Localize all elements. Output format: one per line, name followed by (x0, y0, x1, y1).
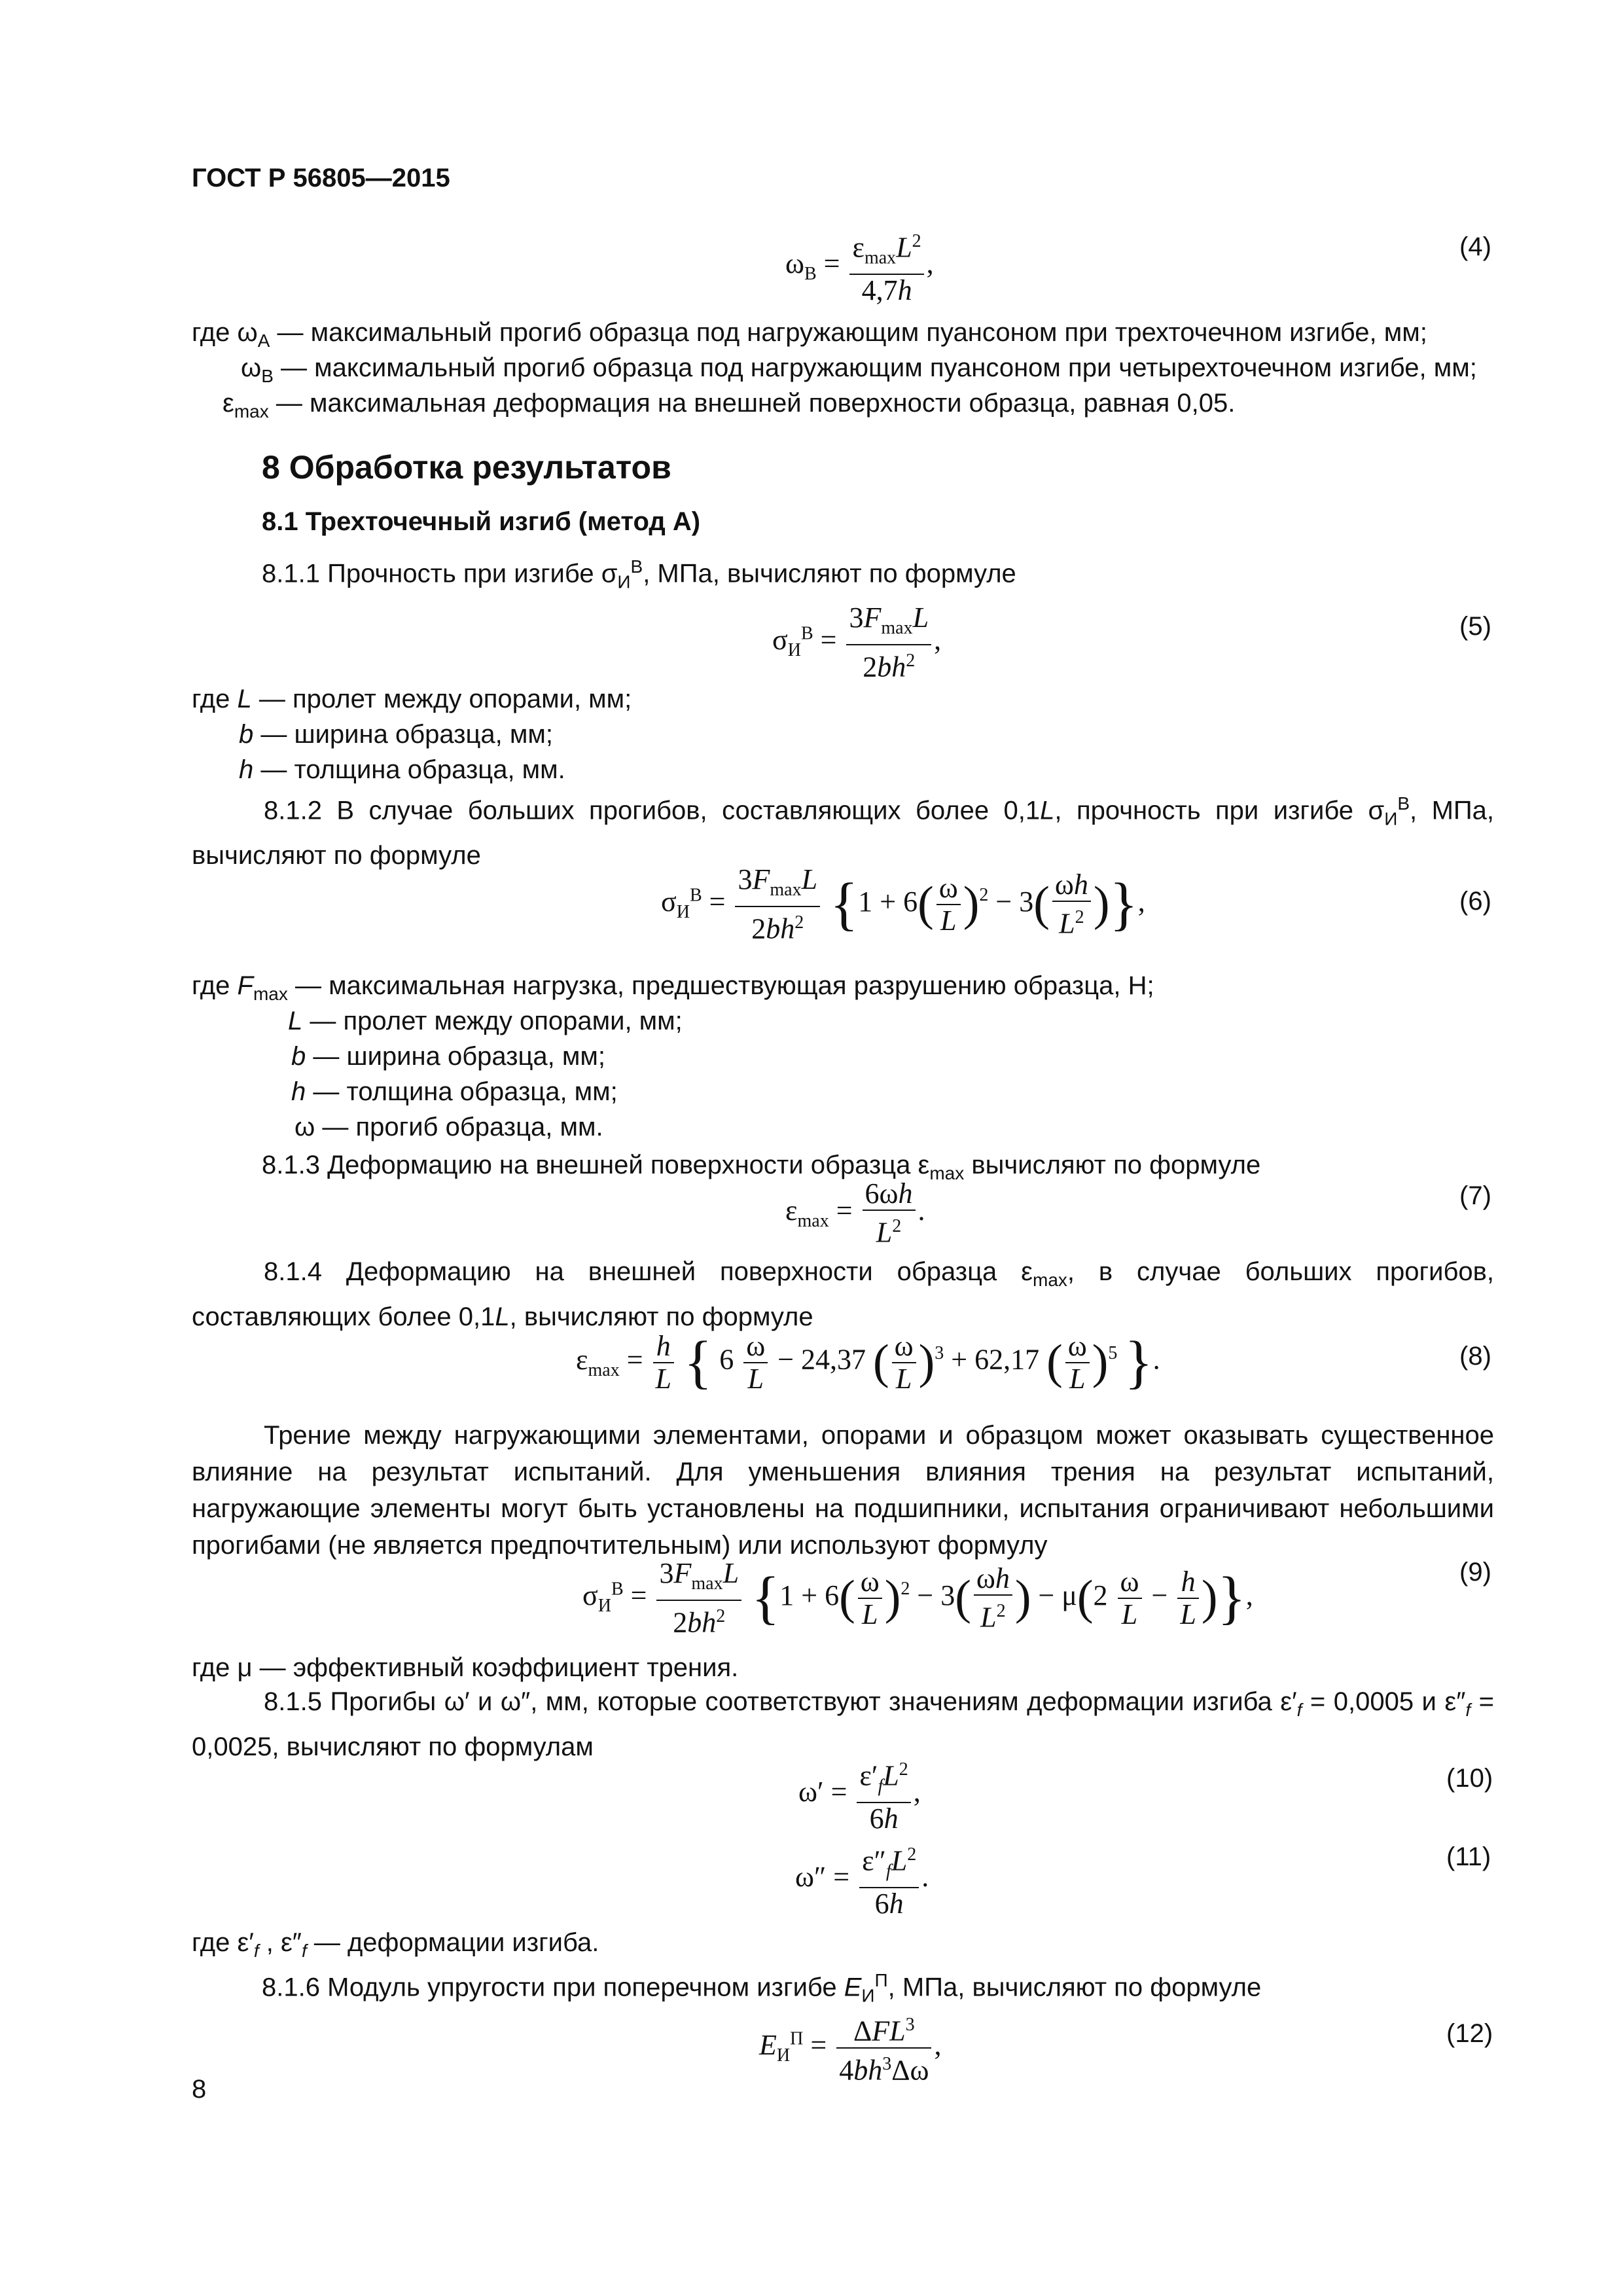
equation-8: $\varepsilon_{max}$ = $\frac{h}{L}$ { 6 $\frac{\omega}{L}$ − 24,37 ( $\frac{\omega}{L}$ )$^3$ + 62,17 ( $\frac{\omega}{L}$ )$^5$ }. (576, 1329, 1160, 1395)
equation-5-label: (5) (1459, 612, 1491, 641)
where-line: h — толщина образца, мм. (239, 755, 565, 784)
equation-12-label: (12) (1446, 2019, 1493, 2048)
where-line: b — ширина образца, мм; (291, 1042, 605, 1071)
where-line: h — толщина образца, мм; (291, 1077, 618, 1106)
where-line: L — пролет между опорами, мм; (288, 1007, 683, 1035)
subsection-title: 8.1 Трехточечный изгиб (метод А) (262, 507, 701, 536)
equation-6-label: (6) (1459, 887, 1491, 916)
equation-4: $\omega_B$ = $\frac{\varepsilon_{max}L^2}{4,7h}$ , (785, 226, 934, 306)
document-header: ГОСТ Р 56805—2015 (192, 164, 450, 192)
paragraph-friction: Трение между нагружающими элементами, опорами и образцом может оказывать существенное влияние на результат испытаний. Для уменьшения влияния трения на результат испытаний, нагружающие элементы могут быть установлены на подшипники, испытания ограничивают небольшими прогибами (не является предпочтительным) или используют формулу (192, 1421, 1494, 1560)
equation-12: $E_И^П$ = $\frac{\Delta FL^3}{4bh^3\Delta\omega}$ , (759, 2009, 941, 2086)
equation-6: $\sigma_И^В$ = $\frac{3F_{max}L}{2bh^2}$ {1 + 6( $\frac{\omega}{L}$ )$^2$ − 3( $\frac{\omega h}{L^2}$ )}, (661, 863, 1145, 945)
equation-9-label: (9) (1459, 1558, 1491, 1587)
where-line: ω — прогиб образца, мм. (294, 1113, 603, 1141)
equation-7-label: (7) (1459, 1181, 1491, 1210)
paragraph-8-1-6: 8.1.6 Модуль упругости при поперечном изгибе $E_И^П$, МПа, вычисляют по формуле (262, 1970, 1262, 2006)
page-number: 8 (192, 2075, 207, 2104)
paragraph-8-1-4: 8.1.4 Деформацию на внешней поверхности образца $\varepsilon_{max}$, в случае больших прогибов, составляющих более 0,1L, вычисляют по формуле (192, 1257, 1495, 1331)
paragraph-8-1-2: 8.1.2 В случае больших прогибов, составляющих более 0,1L, прочность при изгибе $\sigma_И^В$, МПа, вычисляют по формуле (192, 793, 1494, 870)
equation-8-label: (8) (1459, 1342, 1491, 1371)
paragraph-8-1-3: 8.1.3 Деформацию на внешней поверхности образца $\varepsilon_{max}$ вычисляют по формуле (262, 1151, 1261, 1183)
where-line: $\varepsilon_{max}$ — максимальная деформация на внешней поверхности образца, равная 0,05. (223, 389, 1236, 422)
where-line: где $F_{max}$ — максимальная нагрузка, предшествующая разрушению образца, Н; (192, 971, 1154, 1004)
where-line: где $\omega_A$ — максимальный прогиб образца под нагружающим пуансоном при трехточечном изгибе, мм; (192, 318, 1427, 351)
equation-11: ω″ = $\frac{\varepsilon''_fL^2}{6h}$ . (795, 1839, 929, 1920)
where-line: где L — пролет между опорами, мм; (192, 685, 632, 713)
equation-11-label: (11) (1446, 1842, 1491, 1871)
where-line: b — ширина образца, мм; (239, 720, 553, 749)
where-line: где $\varepsilon'_f$ , $\varepsilon''_f$ — деформации изгиба. (192, 1928, 599, 1961)
paragraph-8-1-1: 8.1.1 Прочность при изгибе $\sigma_И^В$, МПа, вычисляют по формуле (262, 556, 1016, 592)
equation-5: $\sigma_И^В$ = $\frac{3F_{max}L}{2bh^2}$ , (772, 601, 942, 683)
equation-10-label: (10) (1446, 1764, 1493, 1793)
where-line: где μ — эффективный коэффициент трения. (192, 1653, 739, 1682)
equation-9: $\sigma_И^В$ = $\frac{3F_{max}L}{2bh^2}$ {1 + 6( $\frac{\omega}{L}$ )$^2$ − 3( $\frac{\omega h}{L^2}$ ) − μ(2 $\frac{\omega}{L}$ − $\frac{h}{L}$ )}, (582, 1557, 1253, 1639)
equation-10: ω′ = $\frac{\varepsilon'_fL^2}{6h}$ , (798, 1754, 921, 1835)
equation-7: $\varepsilon_{max}$ = $\frac{6\omega h}{L^2}$ . (785, 1177, 925, 1249)
section-title: 8 Обработка результатов (262, 449, 671, 486)
paragraph-8-1-5: 8.1.5 Прогибы ω′ и ω″, мм, которые соответствуют значениям деформации изгиба $\varepsilon'_f = 0,0005$ и $\varepsilon''_f = 0,0025$, вычисляют по формулам (192, 1687, 1494, 1761)
equation-4-label: (4) (1459, 232, 1491, 261)
where-line: $\omega_B$ — максимальный прогиб образца под нагружающим пуансоном при четырехточечном изгибе, мм; (241, 353, 1477, 386)
